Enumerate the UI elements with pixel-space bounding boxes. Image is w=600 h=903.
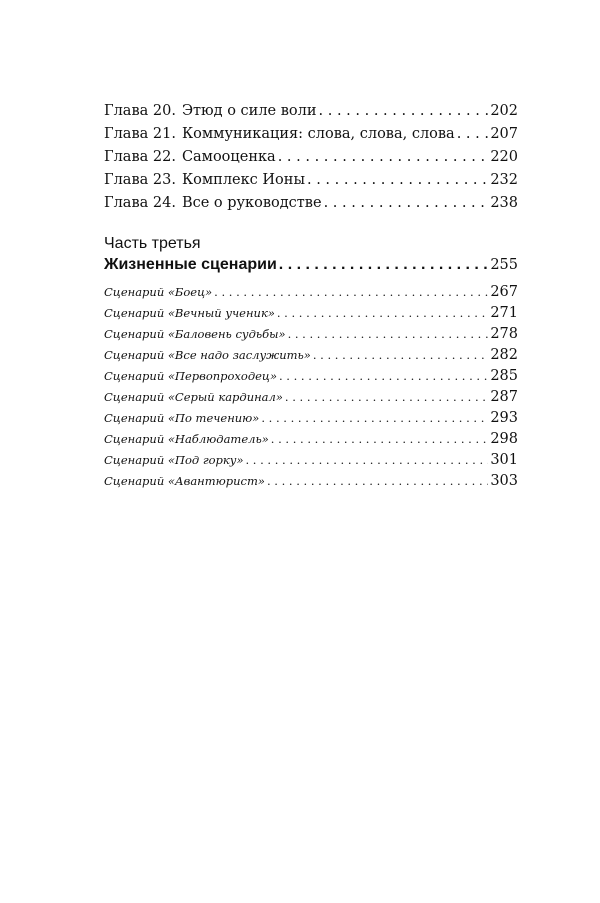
part-page-number: 255 bbox=[490, 257, 518, 273]
dot-leader bbox=[457, 123, 489, 146]
toc-scenario-row[interactable] bbox=[104, 324, 518, 345]
dot-leader bbox=[278, 146, 489, 169]
toc-scenario-row[interactable] bbox=[104, 387, 518, 408]
scenario-page-number: 303 bbox=[490, 473, 518, 489]
scenario-page-number: 278 bbox=[490, 326, 518, 342]
toc-chapter-row[interactable] bbox=[104, 100, 518, 123]
chapter-title: Коммуникация: слова, слова, слова bbox=[181, 126, 455, 142]
toc-scenario-row[interactable] bbox=[104, 429, 518, 450]
scenario-title: Сценарий «Первопроходец» bbox=[104, 369, 277, 383]
toc-scenario-row[interactable] bbox=[104, 366, 518, 387]
chapter-page-number: 232 bbox=[490, 172, 518, 188]
dot-leader bbox=[319, 100, 489, 123]
chapter-page-number: 220 bbox=[490, 149, 518, 165]
scenario-page-number: 282 bbox=[490, 347, 518, 363]
chapter-title: Комплекс Ионы bbox=[181, 172, 305, 188]
scenario-title: Сценарий «Серый кардинал» bbox=[104, 390, 283, 404]
dot-leader bbox=[277, 303, 488, 324]
chapter-page-number: 238 bbox=[490, 195, 518, 211]
toc-scenario-row[interactable] bbox=[104, 303, 518, 324]
scenario-page-number: 285 bbox=[490, 368, 518, 384]
dot-leader bbox=[313, 345, 488, 366]
toc-chapter-row[interactable] bbox=[104, 123, 518, 146]
dot-leader bbox=[246, 450, 489, 471]
dot-leader bbox=[288, 324, 489, 345]
scenario-page-number: 287 bbox=[490, 389, 518, 405]
toc-chapter-row[interactable] bbox=[104, 169, 518, 192]
toc-scenario-row[interactable] bbox=[104, 282, 518, 303]
chapter-page-number: 202 bbox=[490, 103, 518, 119]
chapter-label: Глава 23. bbox=[104, 172, 176, 188]
dot-leader bbox=[279, 366, 488, 387]
scenario-title: Сценарий «Все надо заслужить» bbox=[104, 348, 311, 362]
scenarios-list bbox=[104, 282, 518, 492]
chapters-list bbox=[104, 100, 518, 215]
scenario-page-number: 293 bbox=[490, 410, 518, 426]
chapter-page-number: 207 bbox=[490, 126, 518, 142]
chapter-label: Глава 20. bbox=[104, 103, 176, 119]
chapter-title: Этюд о силе воли bbox=[181, 103, 317, 119]
toc-chapter-row[interactable] bbox=[104, 146, 518, 169]
chapter-label: Глава 24. bbox=[104, 195, 176, 211]
chapter-title: Все о руководстве bbox=[181, 195, 322, 211]
scenario-title: Сценарий «Боец» bbox=[104, 285, 213, 299]
dot-leader bbox=[285, 387, 488, 408]
scenario-page-number: 267 bbox=[490, 284, 518, 300]
dot-leader bbox=[214, 282, 488, 303]
dot-leader bbox=[307, 169, 488, 192]
scenario-title: Сценарий «Под горку» bbox=[104, 453, 244, 467]
part-section bbox=[104, 234, 518, 492]
chapter-label: Глава 22. bbox=[104, 149, 176, 165]
dot-leader bbox=[261, 408, 488, 429]
scenario-title: Сценарий «Вечный ученик» bbox=[104, 306, 275, 320]
scenario-page-number: 298 bbox=[490, 431, 518, 447]
scenario-page-number: 271 bbox=[490, 305, 518, 321]
chapter-label: Глава 21. bbox=[104, 126, 176, 142]
toc-chapter-row[interactable] bbox=[104, 192, 518, 215]
toc-scenario-row[interactable] bbox=[104, 345, 518, 366]
toc-scenario-row[interactable] bbox=[104, 471, 518, 492]
part-title: Жизненные сценарии bbox=[104, 256, 277, 273]
scenario-title: Сценарий «Наблюдатель» bbox=[104, 432, 269, 446]
scenario-title: Сценарий «Авантюрист» bbox=[104, 474, 265, 488]
dot-leader bbox=[324, 192, 489, 215]
dot-leader bbox=[279, 254, 489, 276]
dot-leader bbox=[267, 471, 488, 492]
dot-leader bbox=[271, 429, 489, 450]
scenario-title: Сценарий «Баловень судьбы» bbox=[104, 327, 286, 341]
toc-scenario-row[interactable] bbox=[104, 450, 518, 471]
part-label: Часть третья bbox=[104, 235, 201, 252]
toc-scenario-row[interactable] bbox=[104, 408, 518, 429]
chapter-title: Самооценка bbox=[181, 149, 276, 165]
scenario-page-number: 301 bbox=[490, 452, 518, 468]
scenario-title: Сценарий «По течению» bbox=[104, 411, 260, 425]
toc-part-row[interactable] bbox=[104, 254, 518, 276]
